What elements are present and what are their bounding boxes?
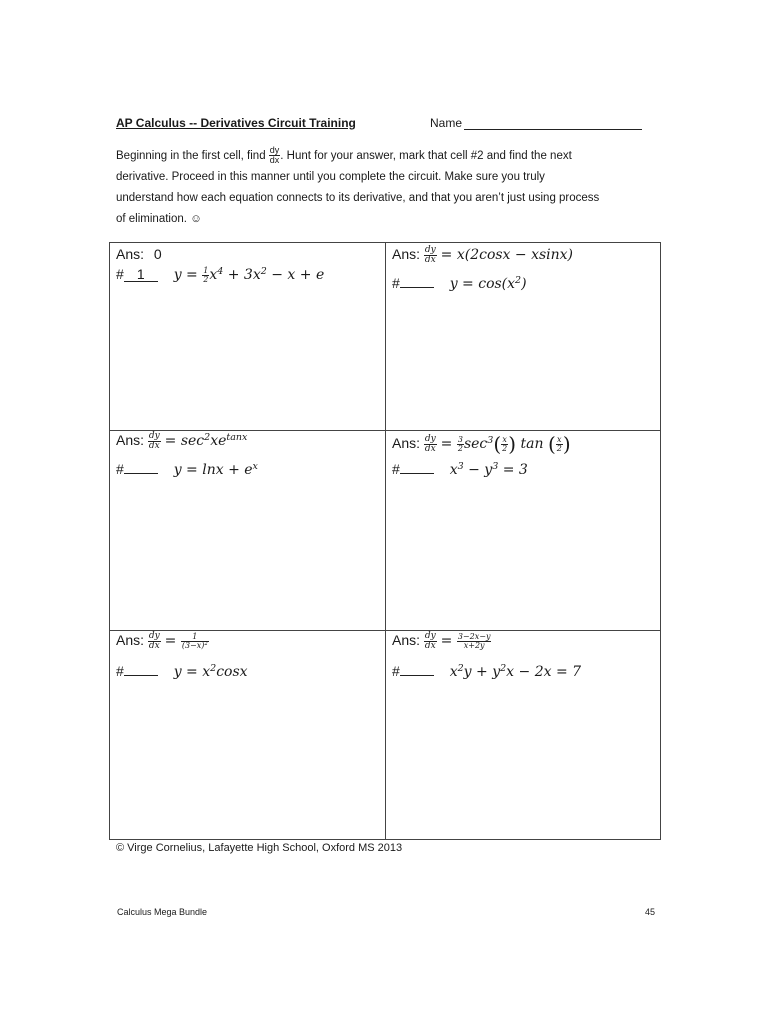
answer-derivative: = $\frac{3}{2}$ $\sec^3$( $\frac{x}{2}$ ) tan ( $\frac{x}{2}$ ): [440, 432, 571, 456]
equation-line: # $y = x^2\cos x$: [116, 662, 248, 680]
answer-line: Ans: $\frac{dy}{dx}$ = $\frac{3}{2}$ $\sec^3$( $\frac{x}{2}$ ) tan ( $\frac{x}{2}$ ): [392, 432, 571, 456]
answer-derivative: = $\sec^2xe^{tanx}$: [164, 432, 248, 450]
equation: y = $\frac{1}{2}$ $x^4 + 3x^2 - x + e$: [173, 265, 325, 284]
answer-derivative: = $\frac{3-2x-y}{x+2y}$: [440, 631, 491, 650]
cell-number-blank[interactable]: [400, 274, 434, 288]
name-blank-line: [464, 129, 642, 130]
grid-divider-horizontal-1: [109, 430, 661, 431]
equation: $x^2y + y^2x - 2x = 7$: [449, 662, 582, 680]
instructions: [116, 146, 656, 230]
equation-line: # $y = \cos(x^2)$: [392, 274, 527, 292]
footer-bundle-name: Calculus Mega Bundle: [117, 907, 208, 917]
answer-line: Ans: $\frac{dy}{dx}$ = x(2cosx − xsinx): [392, 245, 574, 265]
dy-dx-fraction: $\frac{dy}{dx}$: [269, 145, 280, 166]
equation-line: # $x^3 - y^3 = 3$: [392, 460, 528, 478]
answer-line: Ans: 0: [116, 246, 162, 262]
instructions-line-3: understand how each equation connects to its derivative, and that you aren’t just using process: [116, 192, 600, 204]
cell-number-blank[interactable]: 1: [124, 268, 158, 282]
answer-line: Ans: $\frac{dy}{dx}$ = $\sec^2xe^{tanx}$: [116, 431, 248, 452]
equation-line: # $x^2y + y^2x - 2x = 7$: [392, 662, 582, 680]
equation: $y = \ln x + e^x$: [173, 460, 258, 478]
cell-number-blank[interactable]: [400, 460, 434, 474]
equation: $y = x^2\cos x$: [173, 662, 248, 680]
equation: $y = \cos(x^2)$: [449, 274, 527, 292]
answer-derivative: = x(2cosx − xsinx): [440, 247, 574, 264]
page-number: 45: [645, 907, 656, 917]
copyright-notice: © Virge Cornelius, Lafayette High School, Oxford MS 2013: [116, 842, 403, 854]
answer-value: 0: [153, 246, 162, 262]
instructions-line-4: of elimination. ☺: [116, 213, 202, 225]
name-label: Name: [430, 116, 463, 130]
cell-number-blank[interactable]: [400, 662, 434, 676]
answer-line: Ans: $\frac{dy}{dx}$ = $\frac{3-2x-y}{x+2y}$: [392, 631, 491, 651]
equation: $x^3 - y^3 = 3$: [449, 460, 528, 478]
answer-line: Ans: $\frac{dy}{dx}$ = $\frac{1}{(3-x)^2}$: [116, 631, 208, 651]
equation-line: # 1 y = $\frac{1}{2}$ $x^4 + 3x^2 - x + e$: [116, 265, 325, 284]
instructions-line-1: Beginning in the first cell, find $\frac{dy}{dx}$ . Hunt for your answer, mark that cell #2 and find the next: [116, 145, 572, 166]
answer-derivative: = $\frac{1}{(3-x)^2}$: [164, 631, 208, 650]
worksheet-title: AP Calculus -- Derivatives Circuit Training: [116, 116, 356, 130]
instructions-line-2: derivative. Proceed in this manner until you complete the circuit. Make sure you truly: [116, 171, 545, 183]
cell-number-blank[interactable]: [124, 460, 158, 474]
grid-divider-vertical: [385, 242, 386, 840]
cell-number-blank[interactable]: [124, 662, 158, 676]
grid-divider-horizontal-2: [109, 630, 661, 631]
equation-line: # $y = \ln x + e^x$: [116, 460, 258, 478]
